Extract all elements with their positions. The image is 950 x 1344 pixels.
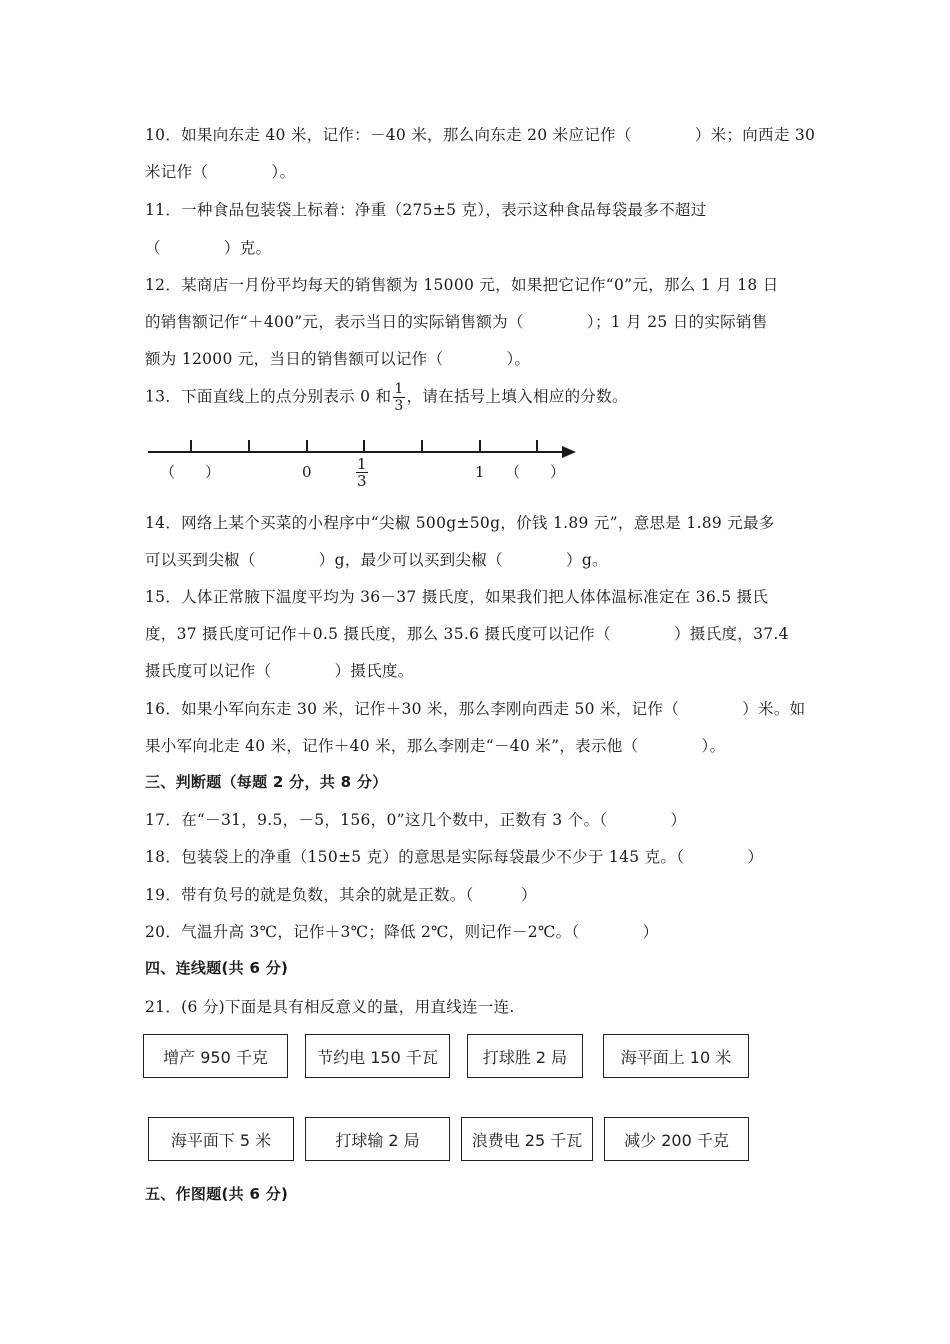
- question-16-line-2: 果小军向北走 40 米，记作＋40 米，那么李刚走“－40 米”，表示他（ ）。: [145, 737, 726, 755]
- fraction-numerator: 1: [394, 381, 404, 397]
- question-16-line-1: 16．如果小军向东走 30 米，记作＋30 米，那么李刚向西走 50 米，记作（ ）米。如: [145, 700, 806, 718]
- question-11-line-2: （ ）克。: [145, 239, 272, 257]
- question-10-line-2: 米记作（ ）。: [145, 163, 296, 181]
- match-box-top-4[interactable]: 海平面上 10 米: [603, 1034, 749, 1078]
- section-5-heading: 五、作图题(共 6 分): [145, 1185, 289, 1203]
- fraction-denominator: 3: [394, 398, 404, 414]
- number-line-left-blank: （ ）: [160, 463, 221, 481]
- question-14-line-2: 可以买到尖椒（ ）g，最少可以买到尖椒（ ）g。: [145, 551, 608, 569]
- number-line-arrow: [562, 446, 576, 458]
- question-12-line-1: 12．某商店一月份平均每天的销售额为 15000 元，如果把它记作“0”元，那么 1 月 18 日: [145, 276, 779, 294]
- match-box-bottom-3[interactable]: 浪费电 25 千瓦: [461, 1117, 593, 1161]
- question-11-line-1: 11．一种食品包装袋上标着：净重（275±5 克），表示这种食品每袋最多不超过: [145, 201, 707, 219]
- question-10-line-1: 10．如果向东走 40 米，记作：－40 米，那么向东走 20 米应记作（ ）米；向西走 30: [145, 126, 816, 144]
- question-15-line-2: 度，37 摄氏度可记作＋0.5 摄氏度，那么 35.6 摄氏度可以记作（ ）摄氏度，37.4: [145, 625, 789, 643]
- number-line-one-label: 1: [475, 463, 485, 481]
- question-18: 18．包装袋上的净重（150±5 克）的意思是实际每袋最少不少于 145 克。（ ）: [145, 848, 764, 866]
- match-box-top-3[interactable]: 打球胜 2 局: [467, 1034, 583, 1078]
- number-line-third-numerator: 1: [357, 455, 367, 473]
- question-13-post: ，请在括号上填入相应的分数。: [406, 387, 628, 406]
- question-17: 17．在“－31，9.5，－5，156，0”这几个数中，正数有 3 个。（ ）: [145, 811, 687, 829]
- question-15-line-1: 15．人体正常腋下温度平均为 36－37 摄氏度，如果我们把人体体温标准定在 36.5 摄氏: [145, 588, 769, 606]
- question-20: 20．气温升高 3℃，记作＋3℃；降低 2℃，则记作－2℃。（ ）: [145, 923, 659, 941]
- match-box-bottom-2[interactable]: 打球输 2 局: [305, 1117, 450, 1161]
- match-box-top-1[interactable]: 增产 950 千克: [143, 1034, 288, 1078]
- number-line-right-blank: （ ）: [505, 463, 566, 481]
- question-12-line-2: 的销售额记作“＋400”元，表示当日的实际销售额为（ ）；1 月 25 日的实际销售: [145, 313, 768, 331]
- section-3-heading: 三、判断题（每题 2 分，共 8 分）: [145, 773, 388, 791]
- question-21: 21．(6 分)下面是具有相反意义的量，用直线连一连.: [145, 998, 515, 1016]
- question-14-line-1: 14．网络上某个买菜的小程序中“尖椒 500g±50g，价钱 1.89 元”，意思是 1.89 元最多: [145, 514, 775, 532]
- number-line-third-label: [356, 456, 368, 489]
- number-line-third-denominator: 3: [357, 472, 367, 490]
- question-19: 19．带有负号的就是负数，其余的就是正数。（ ）: [145, 886, 537, 904]
- match-box-bottom-1[interactable]: 海平面下 5 米: [148, 1117, 294, 1161]
- section-4-heading: 四、连线题(共 6 分): [145, 959, 289, 977]
- question-13-pre: 13．下面直线上的点分别表示 0 和: [145, 387, 392, 406]
- match-box-bottom-4[interactable]: 减少 200 千克: [604, 1117, 749, 1161]
- question-15-line-3: 摄氏度可以记作（ ）摄氏度。: [145, 662, 414, 680]
- match-box-top-2[interactable]: 节约电 150 千瓦: [305, 1034, 450, 1078]
- question-12-line-3: 额为 12000 元，当日的销售额可以记作（ ）。: [145, 350, 531, 368]
- number-line: [0, 0, 950, 520]
- number-line-zero-label: 0: [302, 463, 312, 481]
